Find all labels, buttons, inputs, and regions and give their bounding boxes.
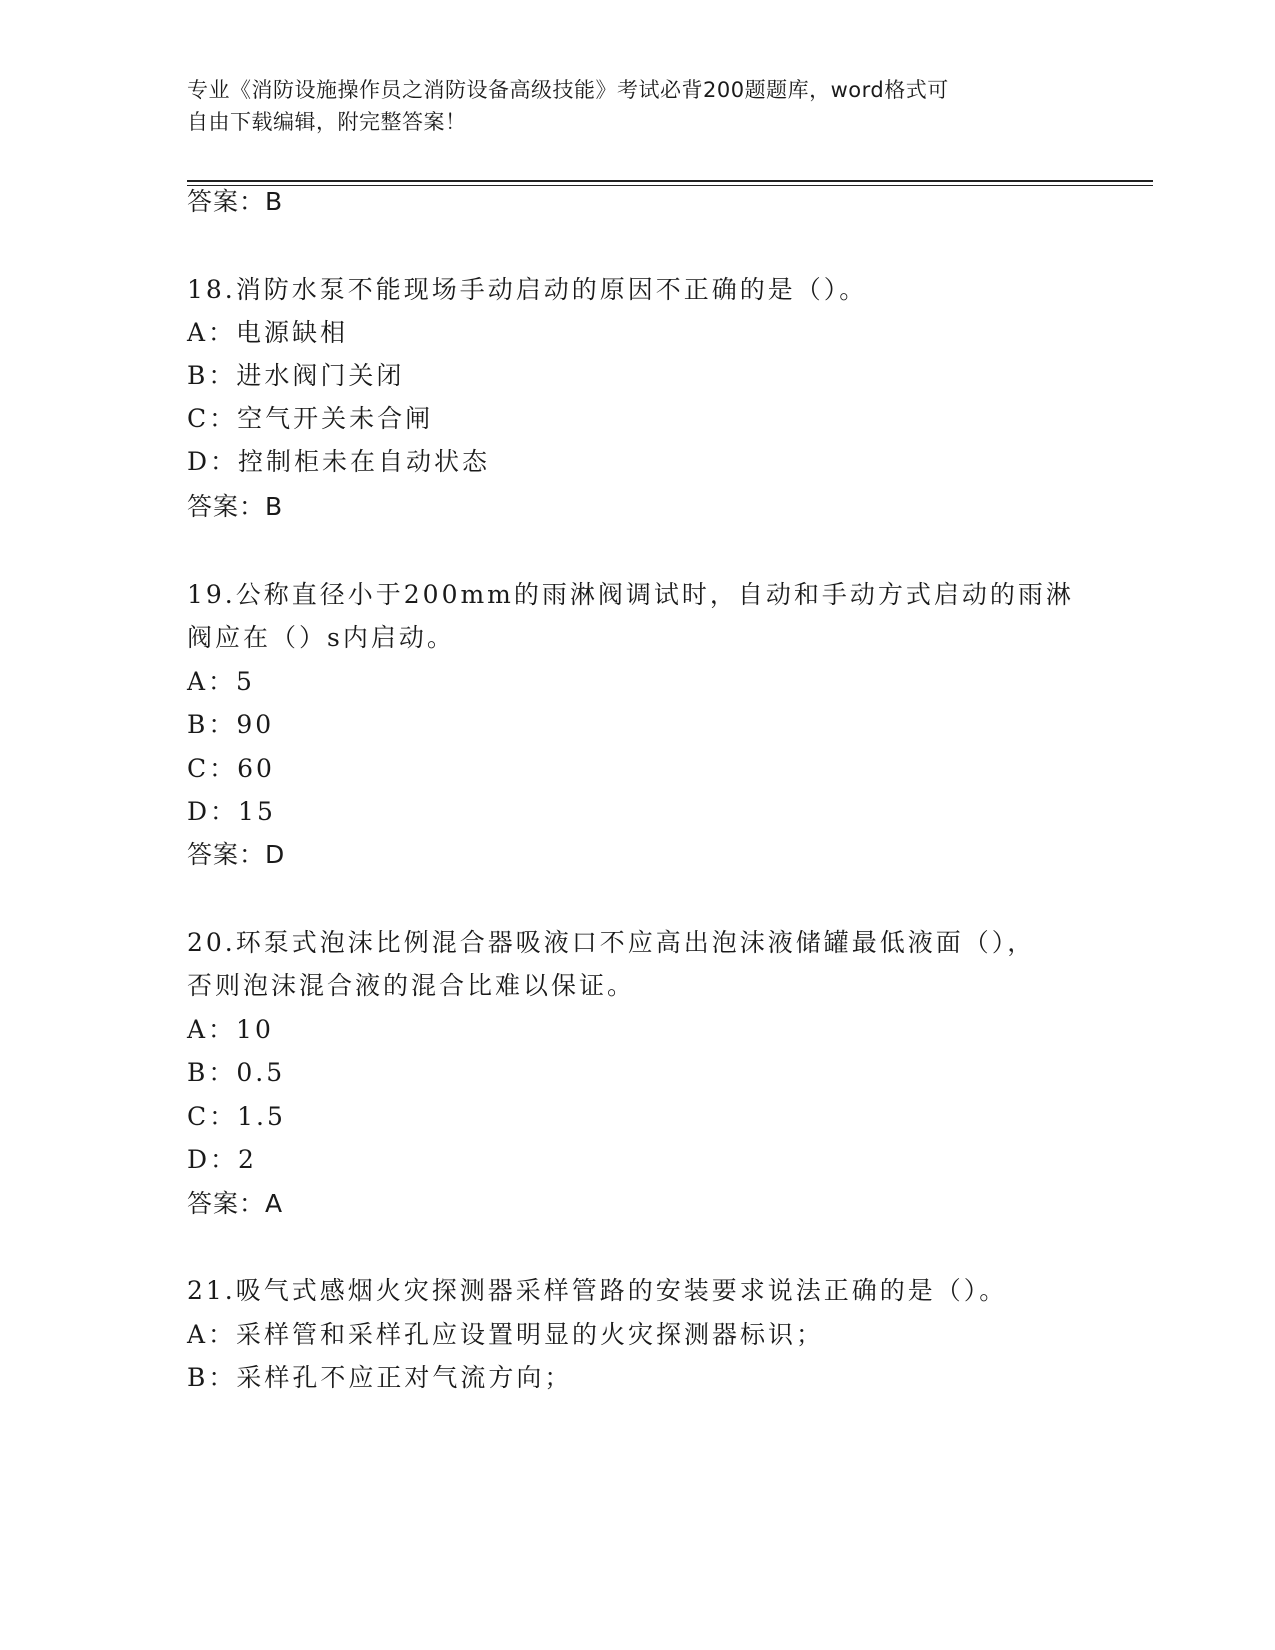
header-line-2: 自由下载编辑，附完整答案！ <box>187 110 467 134</box>
question-21-stem: 21.吸气式感烟火灾探测器采样管路的安装要求说法正确的是（）。 <box>187 1276 1008 1305</box>
header-divider-thick <box>187 180 1153 182</box>
question-19-option-c: C：60 <box>187 754 275 783</box>
question-21-option-a: A：采样管和采样孔应设置明显的火灾探测器标识； <box>187 1320 825 1349</box>
question-18-option-b: B：进水阀门关闭 <box>187 361 405 390</box>
answer-17: 答案：B <box>187 187 284 216</box>
question-20-option-c: C：1.5 <box>187 1102 286 1131</box>
question-21-option-b: B：采样孔不应正对气流方向； <box>187 1363 573 1392</box>
question-19-stem-line-1: 19.公称直径小于200mm的雨淋阀调试时，自动和手动方式启动的雨淋 <box>187 580 1074 609</box>
document-header <box>187 74 1067 138</box>
question-20-option-a: A：10 <box>187 1015 274 1044</box>
answer-20: 答案：A <box>187 1189 284 1218</box>
question-18-option-a: A：电源缺相 <box>187 318 349 347</box>
question-20-stem-line-2: 否则泡沫混合液的混合比难以保证。 <box>187 971 636 1000</box>
question-20-option-d: D：2 <box>187 1145 257 1174</box>
question-19-option-b: B：90 <box>187 710 275 739</box>
question-18-option-d: D：控制柜未在自动状态 <box>187 447 491 476</box>
answer-19: 答案：D <box>187 840 286 869</box>
question-19-option-d: D：15 <box>187 797 276 826</box>
header-divider-thin <box>187 185 1153 186</box>
question-18-stem: 18.消防水泵不能现场手动启动的原因不正确的是（）。 <box>187 275 868 304</box>
question-20-option-b: B：0.5 <box>187 1058 286 1087</box>
header-line-1: 专业《消防设施操作员之消防设备高级技能》考试必背200题题库，word格式可 <box>187 78 949 102</box>
question-18-option-c: C：空气开关未合闸 <box>187 404 434 433</box>
question-20-stem-line-1: 20.环泵式泡沫比例混合器吸液口不应高出泡沫液储罐最低液面（）， <box>187 928 1036 957</box>
question-19-option-a: A：5 <box>187 667 255 696</box>
question-19-stem-line-2: 阀应在（）s内启动。 <box>187 623 455 652</box>
answer-18: 答案：B <box>187 492 284 521</box>
